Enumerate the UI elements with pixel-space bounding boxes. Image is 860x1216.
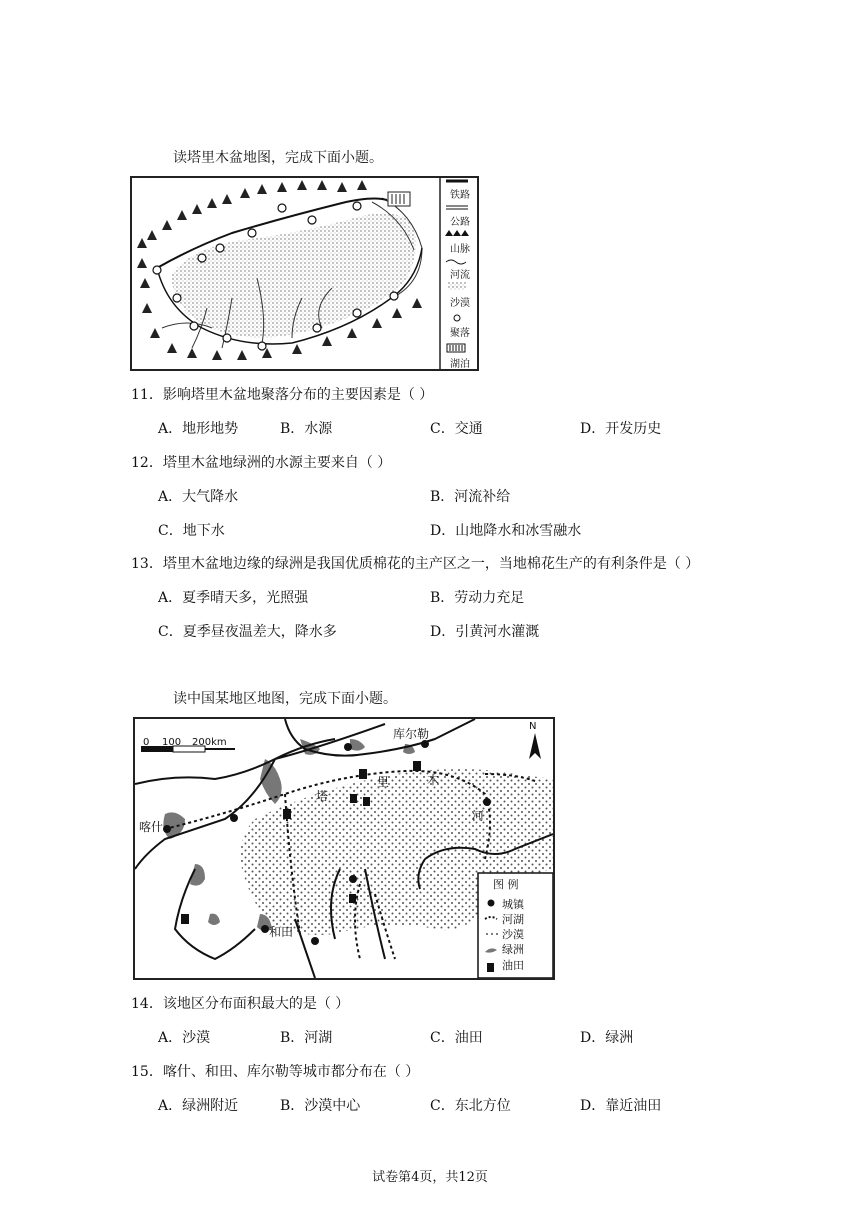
q13-option-c[interactable]: C．夏季昼夜温差大，降水多 xyxy=(158,624,337,640)
q11-stem: 11．影响塔里木盆地聚落分布的主要因素是（ ） xyxy=(131,387,434,403)
q15-option-b[interactable]: B．沙漠中心 xyxy=(280,1098,361,1114)
scale-100: 100 xyxy=(162,737,182,748)
q12-option-a[interactable]: A．大气降水 xyxy=(158,489,239,505)
section1-intro: 读塔里木盆地图，完成下面小题。 xyxy=(173,150,383,166)
legend-mountain: 山脉 xyxy=(450,244,470,255)
q13-stem: 13．塔里木盆地边缘的绿洲是我国优质棉花的主产区之一，当地棉花生产的有利条件是（ ） xyxy=(131,556,700,572)
q14-option-b[interactable]: B．河湖 xyxy=(280,1030,333,1046)
q11-option-a[interactable]: A．地形地势 xyxy=(158,421,239,437)
region-map xyxy=(133,717,555,980)
basin-char-ta: 塔 xyxy=(316,789,329,803)
q14-stem: 14．该地区分布面积最大的是（ ） xyxy=(131,996,350,1012)
legend-oilfield: 油田 xyxy=(502,959,524,972)
legend-settlement: 聚落 xyxy=(450,328,470,339)
legend-railway: 铁路 xyxy=(450,190,470,201)
legend-river-lake: 河湖 xyxy=(502,913,524,926)
q11-option-d[interactable]: D．开发历史 xyxy=(580,421,662,437)
q14-option-a[interactable]: A．沙漠 xyxy=(158,1030,211,1046)
north-label: N xyxy=(529,721,537,732)
north-arrow-icon xyxy=(529,733,541,759)
legend-town: 城镇 xyxy=(502,898,524,911)
section2-intro: 读中国某地区地图，完成下面小题。 xyxy=(173,691,397,707)
place-hotan: 和田 xyxy=(269,925,294,939)
legend-title: 图 例 xyxy=(493,878,519,891)
q11-option-b[interactable]: B．水源 xyxy=(280,421,333,437)
q12-option-b[interactable]: B．河流补给 xyxy=(430,489,511,505)
q15-option-c[interactable]: C．东北方位 xyxy=(430,1098,511,1114)
q13-option-d[interactable]: D．引黄河水灌溉 xyxy=(430,624,540,640)
q14-option-d[interactable]: D．绿洲 xyxy=(580,1030,634,1046)
scale-0: 0 xyxy=(143,737,150,748)
tarim-basin-map-graphic xyxy=(132,178,477,369)
place-kashgar: 喀什 xyxy=(139,820,164,834)
basin-char-li: 里 xyxy=(377,775,390,789)
legend-desert2: 沙漠 xyxy=(502,928,524,941)
legend-highway: 公路 xyxy=(450,217,470,228)
q14-option-c[interactable]: C．油田 xyxy=(430,1030,483,1046)
basin-char-he: 河 xyxy=(472,809,485,823)
q11-option-c[interactable]: C．交通 xyxy=(430,421,483,437)
q13-option-a[interactable]: A．夏季晴天多，光照强 xyxy=(158,590,309,606)
q12-option-c[interactable]: C．地下水 xyxy=(158,523,225,539)
region-map-graphic xyxy=(135,719,553,978)
q12-stem: 12．塔里木盆地绿洲的水源主要来自（ ） xyxy=(131,455,392,471)
q15-option-d[interactable]: D．靠近油田 xyxy=(580,1098,662,1114)
page-footer: 试卷第4页，共12页 xyxy=(372,1170,488,1185)
legend-lake: 湖泊 xyxy=(450,359,470,370)
legend-desert: 沙漠 xyxy=(450,298,470,309)
scale-200km: 200km xyxy=(192,737,227,748)
q12-option-d[interactable]: D．山地降水和冰雪融水 xyxy=(430,523,582,539)
legend-oasis: 绿洲 xyxy=(502,943,524,956)
place-korla: 库尔勒 xyxy=(393,727,430,741)
q13-option-b[interactable]: B．劳动力充足 xyxy=(430,590,525,606)
basin-char-mu: 木 xyxy=(427,773,440,787)
tarim-basin-map xyxy=(130,176,479,371)
q15-option-a[interactable]: A．绿洲附近 xyxy=(158,1098,239,1114)
q15-stem: 15．喀什、和田、库尔勒等城市都分布在（ ） xyxy=(131,1064,420,1080)
legend-river: 河流 xyxy=(450,270,470,281)
